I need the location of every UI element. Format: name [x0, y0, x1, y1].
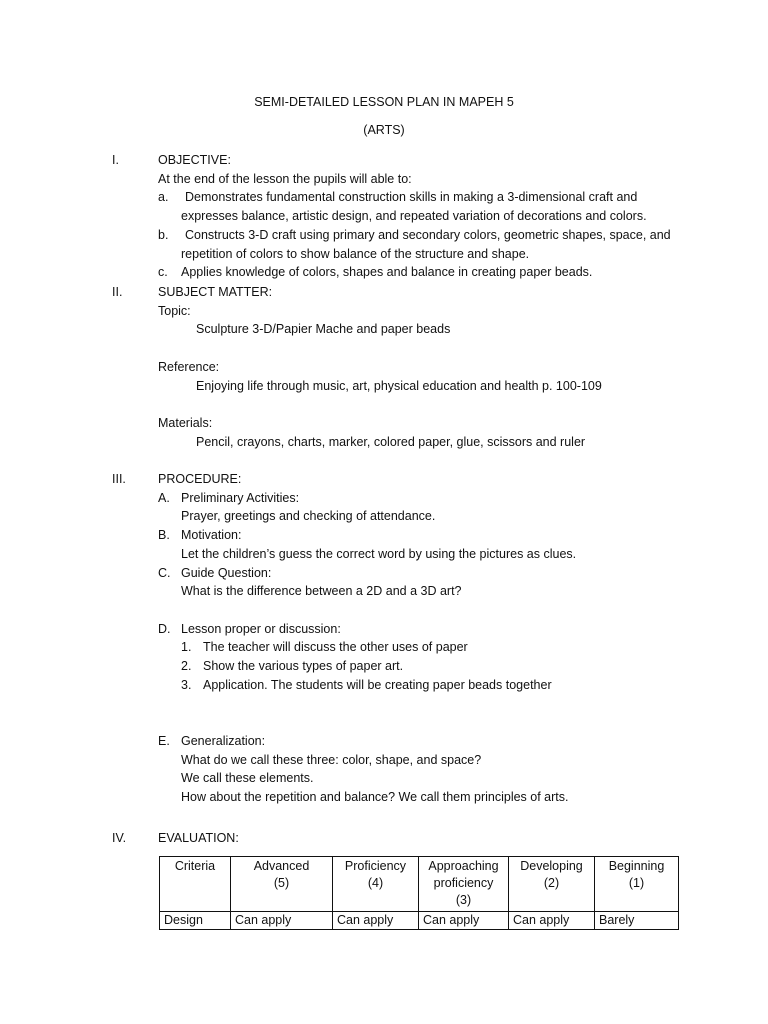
procedure-item-c — [158, 564, 712, 601]
item-text: repetition of colors to show balance of the structure and shape. — [181, 246, 530, 261]
item-text: What do we call these three: color, shape, and space? — [181, 752, 482, 767]
procedure-item-a — [158, 489, 712, 526]
section-heading: SUBJECT MATTER: — [158, 285, 273, 299]
item-text: Show the various types of paper art. — [203, 659, 404, 674]
table-cell: Barely — [595, 912, 679, 930]
item-text: Let the children’s guess the correct word by using the pictures as clues. — [181, 546, 577, 561]
section-subject-matter — [112, 283, 712, 451]
topic-label: Topic: — [158, 303, 191, 318]
objective-intro: At the end of the lesson the pupils will able to: — [158, 171, 412, 186]
table-cell: Design — [160, 912, 231, 930]
item-marker: 3. — [181, 677, 192, 692]
item-marker: C. — [158, 565, 171, 580]
procedure-item-d — [158, 620, 712, 639]
header-developing: Developing (2) — [509, 857, 595, 912]
item-text: What is the difference between a 2D and a 3D art? — [181, 584, 462, 599]
item-text: Applies knowledge of colors, shapes and balance in creating paper beads. — [181, 265, 593, 280]
header-approaching-proficiency: Approaching proficiency (3) — [419, 857, 509, 912]
header-advanced: Advanced (5) — [231, 857, 333, 912]
objective-item — [158, 188, 712, 225]
item-marker: A. — [158, 490, 170, 505]
item-marker: 2. — [181, 659, 192, 674]
section-heading: PROCEDURE: — [158, 472, 242, 486]
item-marker: a. — [158, 190, 169, 205]
table-row — [160, 912, 679, 930]
item-text: Prayer, greetings and checking of attendance. — [181, 509, 436, 524]
reference-text: Enjoying life through music, art, physical education and health p. 100-109 — [196, 378, 602, 393]
item-marker: 1. — [181, 640, 192, 655]
item-text: The teacher will discuss the other uses of paper — [203, 640, 468, 655]
table-cell: Can apply — [333, 912, 419, 930]
item-marker: b. — [158, 227, 169, 242]
discussion-item — [158, 676, 712, 695]
section-heading: EVALUATION: — [158, 831, 239, 845]
item-label: Lesson proper or discussion: — [181, 621, 341, 636]
materials-text: Pencil, crayons, charts, marker, colored paper, glue, scissors and ruler — [196, 434, 586, 449]
document-subtitle: (ARTS) — [363, 123, 405, 137]
item-marker: B. — [158, 528, 170, 543]
table-cell: Can apply — [231, 912, 333, 930]
table-header-row — [160, 857, 679, 912]
section-number: IV. — [112, 831, 127, 845]
evaluation-rubric-table — [159, 856, 679, 930]
objective-item — [158, 263, 712, 282]
topic-text: Sculpture 3-D/Papier Mache and paper beads — [196, 322, 451, 337]
item-label: Preliminary Activities: — [181, 490, 300, 505]
item-text: How about the repetition and balance? We call them principles of arts. — [181, 789, 569, 804]
discussion-item — [158, 657, 712, 676]
item-text: Constructs 3-D craft using primary and secondary colors, geometric shapes, space, and — [185, 227, 671, 242]
item-marker: E. — [158, 733, 170, 748]
section-procedure — [112, 470, 712, 807]
reference-label: Reference: — [158, 359, 220, 374]
discussion-item — [158, 638, 712, 657]
item-label: Guide Question: — [181, 565, 272, 580]
header-beginning: Beginning (1) — [595, 857, 679, 912]
item-marker: c. — [158, 265, 168, 280]
table-cell: Can apply — [509, 912, 595, 930]
item-label: Motivation: — [181, 528, 242, 543]
item-text: Demonstrates fundamental construction skills in making a 3-dimensional craft and — [185, 190, 638, 205]
header-criteria: Criteria — [160, 857, 231, 912]
section-number: III. — [112, 472, 126, 486]
procedure-item-e — [158, 732, 712, 807]
item-text: We call these elements. — [181, 771, 314, 786]
section-number: I. — [112, 153, 119, 167]
section-objective — [112, 151, 712, 282]
item-marker: D. — [158, 621, 171, 636]
section-heading: OBJECTIVE: — [158, 153, 231, 167]
section-evaluation — [112, 829, 712, 848]
table-cell: Can apply — [419, 912, 509, 930]
item-text: Application. The students will be creating paper beads together — [203, 677, 552, 692]
header-proficiency: Proficiency (4) — [333, 857, 419, 912]
materials-label: Materials: — [158, 415, 213, 430]
document-title: SEMI-DETAILED LESSON PLAN IN MAPEH 5 — [254, 95, 514, 109]
item-text: expresses balance, artistic design, and repeated variation of decorations and colors. — [181, 209, 647, 224]
procedure-item-b — [158, 526, 712, 563]
objective-item — [158, 226, 712, 263]
item-label: Generalization: — [181, 733, 266, 748]
section-number: II. — [112, 285, 123, 299]
